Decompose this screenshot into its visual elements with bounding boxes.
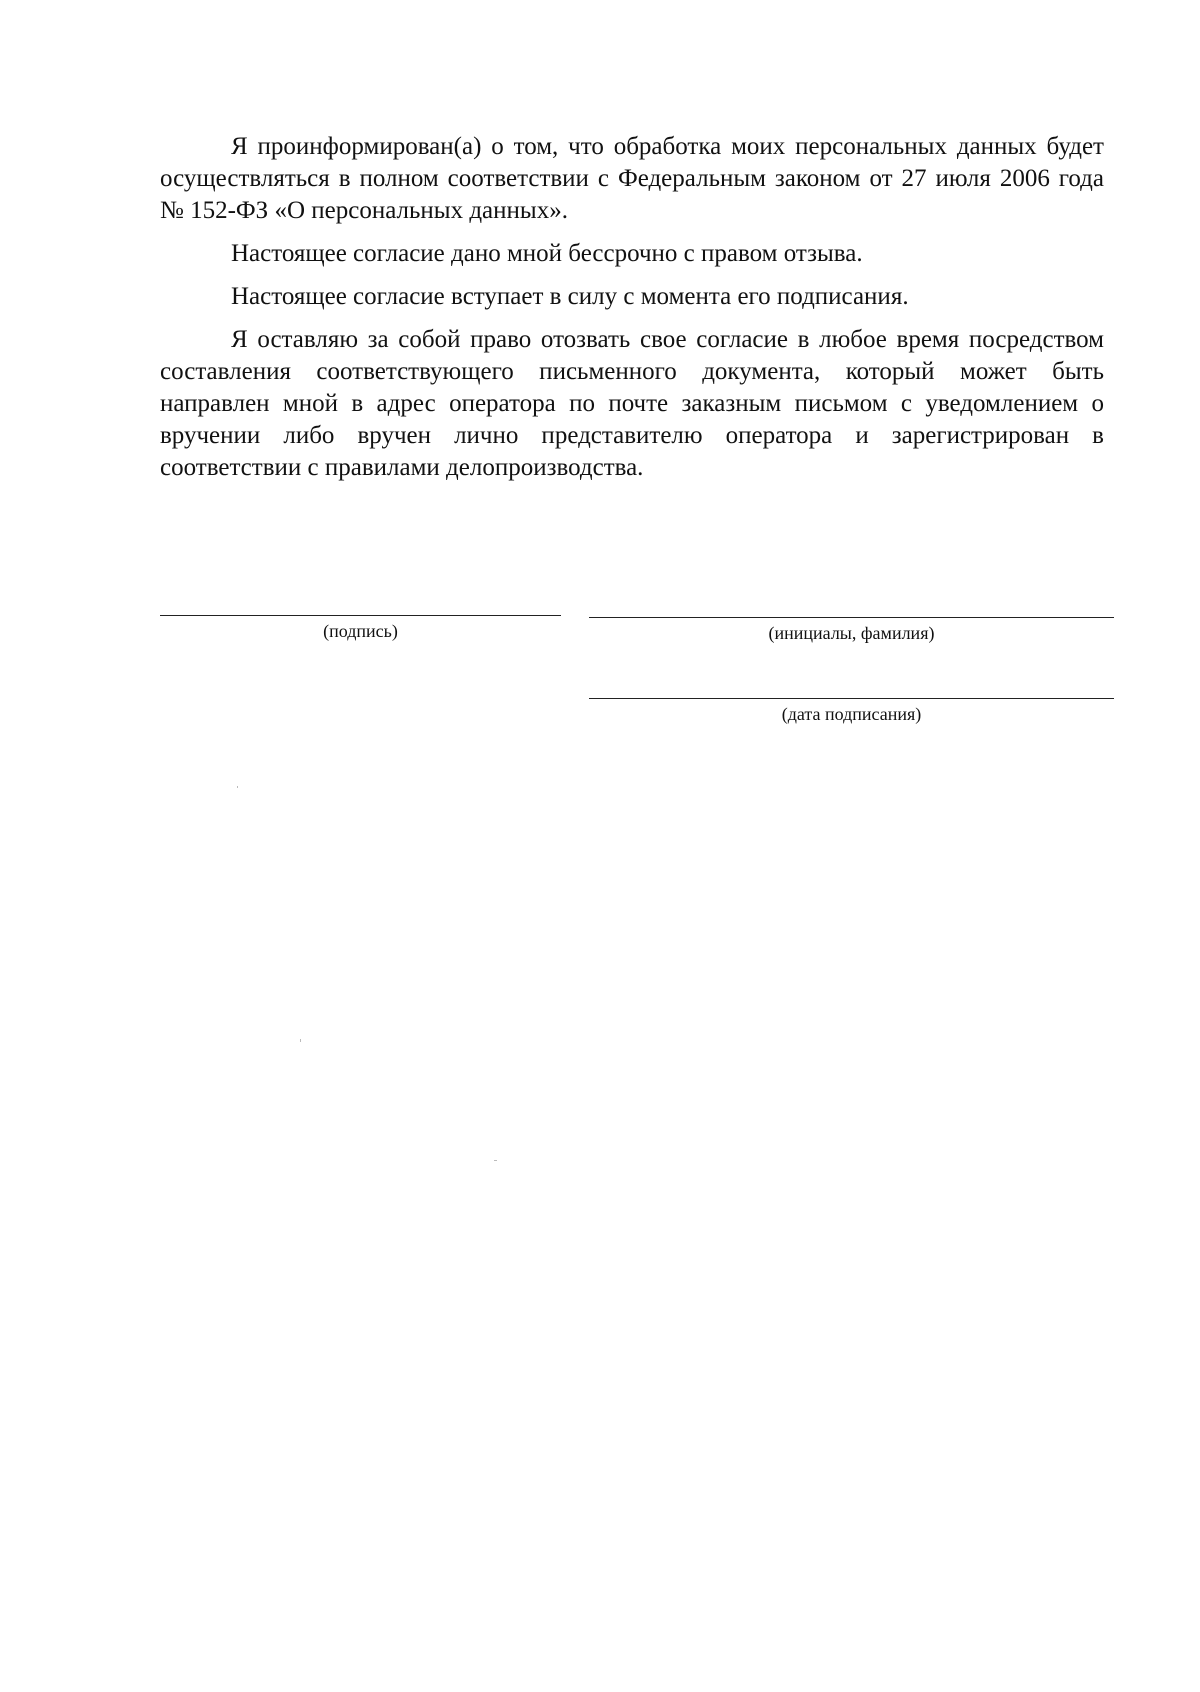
paragraph-revocation-right: Я оставляю за собой право отозвать свое согласие в любое время посредством составления соответствующего письменного документа, который может быть направлен мной в адрес оператора по почте заказным письмом с уведомлением о вручении либо вручен лично представителю оператора и зарегистрирован в соответствии с правилами делопроизводства. [160, 326, 1104, 481]
date-line [589, 698, 1114, 699]
scan-speck [300, 1039, 301, 1042]
date-caption: (дата подписания) [781, 704, 922, 724]
paragraph-consent-effective: Настоящее согласие вступает в силу с момента его подписания. [231, 283, 909, 310]
scan-speck [494, 1160, 497, 1161]
signature-caption: (подпись) [323, 621, 398, 641]
paragraph-personal-data-processing: Я проинформирован(а) о том, что обработка моих персональных данных будет осуществляться в полном соответствии с Федеральным законом от 27 июля 2006 года № 152-ФЗ «О персональных данных». [160, 133, 1104, 224]
signature-line [160, 615, 561, 616]
name-line [589, 617, 1114, 618]
scan-speck [237, 786, 238, 788]
paragraph-consent-term: Настоящее согласие дано мной бессрочно с правом отзыва. [231, 240, 863, 267]
consent-text-body [160, 131, 1104, 484]
name-caption: (инициалы, фамилия) [768, 623, 935, 643]
